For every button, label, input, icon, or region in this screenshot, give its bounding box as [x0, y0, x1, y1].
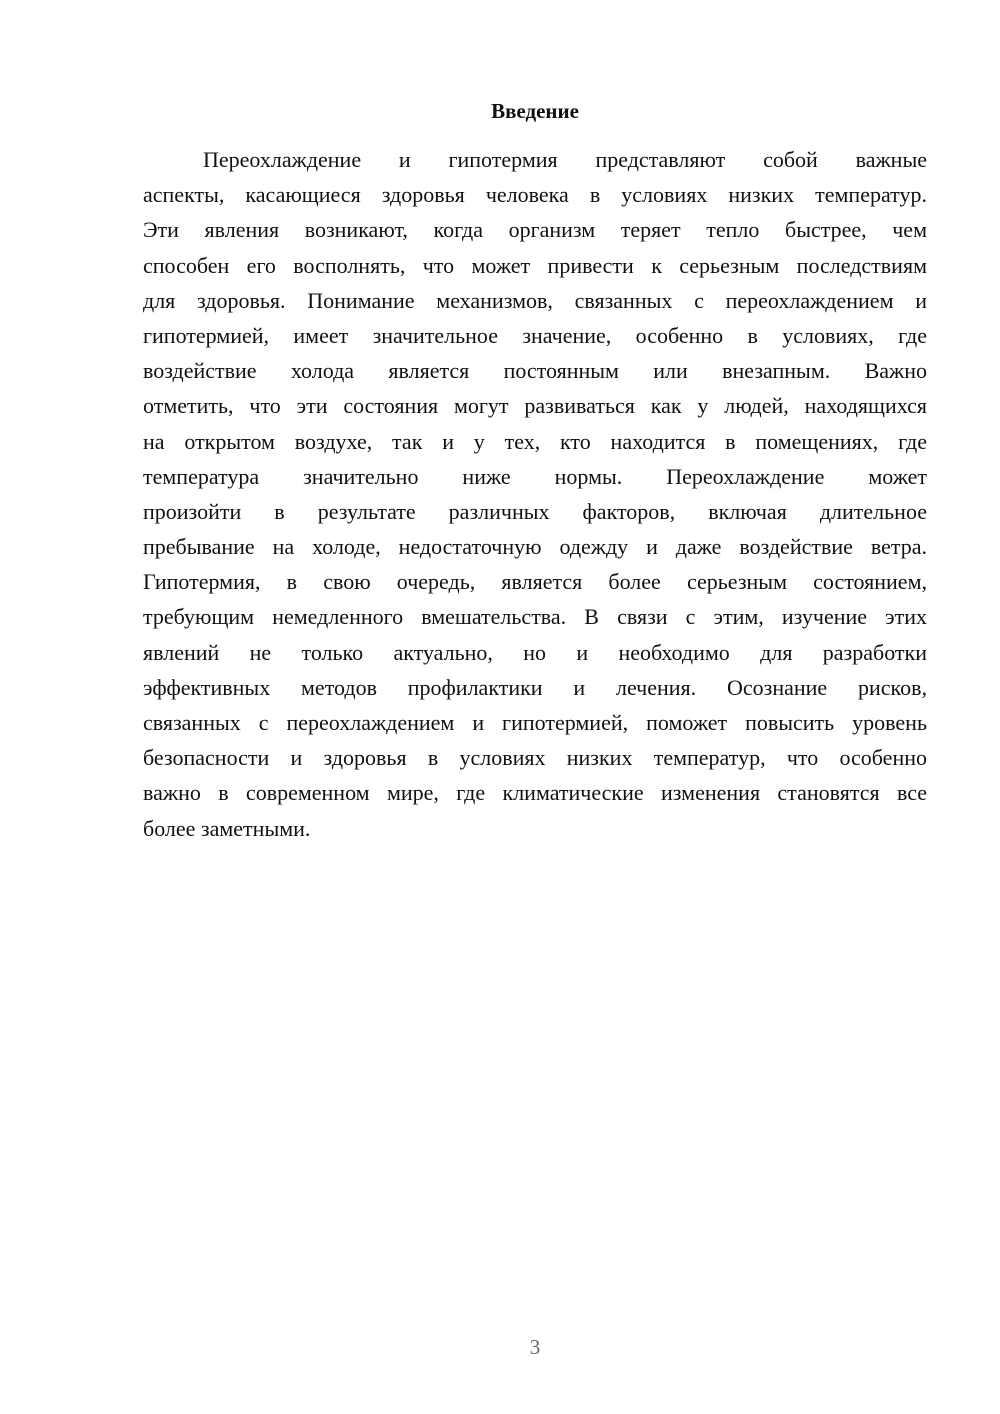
- paragraph-line: температура значительно ниже нормы. Переохлаждение может: [143, 463, 927, 489]
- paragraph-line: важно в современном мире, где климатические изменения становятся все: [143, 780, 927, 806]
- paragraph-line: требующим немедленного вмешательства. В связи с этим, изучение этих: [143, 604, 927, 630]
- paragraph-line: безопасности и здоровья в условиях низких температур, что особенно: [143, 745, 927, 771]
- paragraph-line: Эти явления возникают, когда организм теряет тепло быстрее, чем: [143, 217, 927, 243]
- paragraph-line: воздействие холода является постоянным или внезапным. Важно: [143, 358, 927, 384]
- paragraph-line: Гипотермия, в свою очередь, является более серьезным состоянием,: [143, 569, 927, 595]
- paragraph-line: произойти в результате различных факторов, включая длительное: [143, 498, 927, 524]
- paragraph-line: на открытом воздухе, так и у тех, кто находится в помещениях, где: [143, 428, 927, 454]
- paragraph-line: аспекты, касающиеся здоровья человека в условиях низких температур.: [143, 182, 927, 208]
- paragraph-line: эффективных методов профилактики и лечения. Осознание рисков,: [143, 674, 927, 700]
- paragraph-line: Переохлаждение и гипотермия представляют собой важные: [203, 147, 927, 172]
- body-paragraph: [143, 142, 927, 846]
- paragraph-line: гипотермией, имеет значительное значение, особенно в условиях, где: [143, 322, 927, 348]
- paragraph-line: более заметными.: [143, 815, 311, 841]
- page-number: 3: [529, 1335, 541, 1359]
- section-heading: Введение: [491, 99, 579, 123]
- paragraph-line: способен его восполнять, что может привести к серьезным последствиям: [143, 252, 927, 278]
- paragraph-line: явлений не только актуально, но и необходимо для разработки: [143, 639, 927, 665]
- paragraph-line: пребывание на холоде, недостаточную одежду и даже воздействие ветра.: [143, 534, 927, 560]
- paragraph-line: отметить, что эти состояния могут развиваться как у людей, находящихся: [143, 393, 927, 419]
- paragraph-line: связанных с переохлаждением и гипотермией, поможет повысить уровень: [143, 710, 927, 735]
- paragraph-line: для здоровья. Понимание механизмов, связанных с переохлаждением и: [143, 287, 927, 313]
